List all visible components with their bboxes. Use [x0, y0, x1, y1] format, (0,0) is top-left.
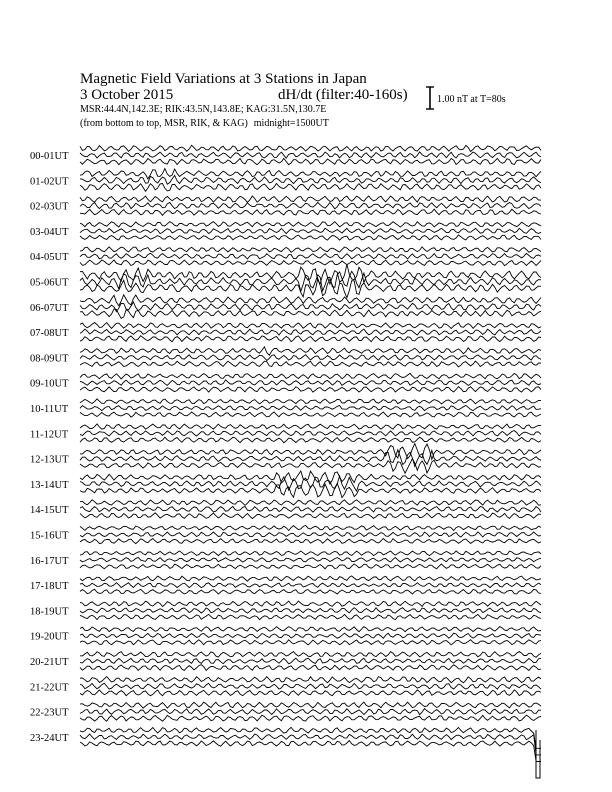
trace-msr: [80, 260, 541, 266]
trace-rik: [80, 228, 541, 233]
hour-label: 10-11UT: [30, 404, 69, 415]
trace-kag: [80, 322, 541, 328]
trace-msr: [80, 361, 541, 367]
trace-rik: [80, 329, 541, 335]
trace-end-spike: [536, 730, 540, 778]
trace-msr: [80, 484, 541, 498]
trace-rik: [80, 302, 541, 312]
trace-msr: [80, 539, 541, 544]
hour-label: 07-08UT: [30, 328, 69, 340]
trace-rik: [80, 557, 541, 562]
trace-rik: [80, 683, 541, 689]
trace-rik: [80, 355, 541, 361]
trace-msr: [80, 336, 541, 342]
hour-label: 13-14UT: [30, 479, 69, 491]
trace-msr: [80, 564, 541, 569]
hour-label: 02-03UT: [30, 201, 69, 213]
trace-kag: [80, 677, 541, 683]
trace-kag: [80, 145, 541, 151]
trace-msr: [80, 309, 541, 318]
trace-rik: [80, 532, 541, 537]
trace-kag: [80, 264, 541, 284]
trace-kag: [80, 576, 541, 581]
trace-kag: [80, 347, 541, 355]
hour-label: 15-16UT: [30, 530, 69, 542]
trace-kag: [80, 500, 541, 506]
hour-label: 14-15UT: [30, 505, 69, 517]
hour-label: 08-09UT: [30, 353, 69, 365]
trace-msr: [80, 279, 541, 298]
trace-rik: [80, 271, 541, 291]
trace-msr: [80, 665, 541, 671]
trace-rik: [80, 253, 541, 259]
hour-label: 19-20UT: [30, 631, 69, 643]
date-label: 3 October 2015: [80, 87, 174, 103]
trace-kag: [80, 373, 541, 379]
trace-msr: [80, 690, 541, 696]
trace-msr: [80, 209, 541, 215]
trace-rik: [80, 152, 541, 158]
hour-label: 06-07UT: [30, 302, 69, 314]
hour-label: 18-19UT: [30, 606, 69, 618]
trace-rik: [80, 709, 541, 715]
trace-kag: [80, 471, 541, 484]
quantity-label: dH/dt (filter:40-160s): [278, 87, 408, 103]
trace-msr: [80, 589, 541, 594]
trace-kag: [80, 627, 541, 632]
trace-rik: [80, 583, 541, 588]
trace-rik: [80, 405, 541, 410]
trace-kag: [80, 222, 541, 227]
trace-msr: [80, 412, 541, 417]
hour-label: 17-18UT: [30, 581, 69, 593]
trace-rik: [80, 431, 541, 436]
hour-label: 20-21UT: [30, 657, 69, 668]
trace-rik: [80, 380, 541, 386]
trace-msr: [80, 184, 541, 192]
trace-msr: [80, 387, 541, 393]
trace-kag: [80, 295, 541, 306]
trace-msr: [80, 614, 541, 619]
hour-label: 16-17UT: [30, 555, 69, 567]
order-note-text: (from bottom to top, MSR, RIK, & KAG): [80, 118, 248, 129]
trace-kag: [80, 424, 541, 429]
hour-label: 21-22UT: [30, 682, 69, 694]
trace-rik: [80, 608, 541, 613]
hour-label: 09-10UT: [30, 378, 69, 390]
trace-kag: [80, 399, 541, 404]
hour-label: 05-06UT: [30, 277, 69, 289]
hour-label: 22-23UT: [30, 707, 69, 719]
trace-kag: [80, 601, 541, 606]
trace-rik: [80, 633, 541, 638]
trace-kag: [80, 551, 541, 556]
trace-kag: [80, 652, 541, 658]
trace-rik: [80, 506, 541, 512]
trace-msr: [80, 235, 541, 240]
trace-rik: [80, 658, 541, 664]
trace-msr: [80, 513, 541, 519]
hour-label: 23-24UT: [30, 732, 69, 744]
hour-label: 00-01UT: [30, 151, 69, 162]
trace-msr: [80, 715, 541, 721]
stations-line: MSR:44.4N,142.3E; RIK:43.5N,143.8E; KAG:31.5N,130.7E: [80, 104, 327, 115]
scale-label: 1.00 nT at T=80s: [437, 94, 506, 105]
trace-kag: [80, 247, 541, 252]
trace-msr: [80, 640, 541, 645]
hour-label: 12-13UT: [30, 454, 69, 466]
trace-msr: [80, 437, 541, 443]
trace-msr: [80, 741, 541, 762]
hour-label: 04-05UT: [30, 252, 69, 264]
hour-label: 11-12UT: [30, 429, 69, 441]
trace-kag: [80, 702, 541, 708]
hour-label: 01-02UT: [30, 176, 69, 188]
scale-bar: [426, 87, 434, 109]
trace-msr: [80, 158, 541, 164]
trace-kag: [80, 196, 541, 202]
hour-label: 03-04UT: [30, 226, 69, 238]
chart-title: Magnetic Field Variations at 3 Stations in Japan: [80, 71, 367, 87]
trace-kag: [80, 525, 541, 530]
trace-rik: [80, 202, 541, 208]
trace-kag: [80, 169, 541, 179]
midnight-note: midnight=1500UT: [253, 118, 329, 129]
